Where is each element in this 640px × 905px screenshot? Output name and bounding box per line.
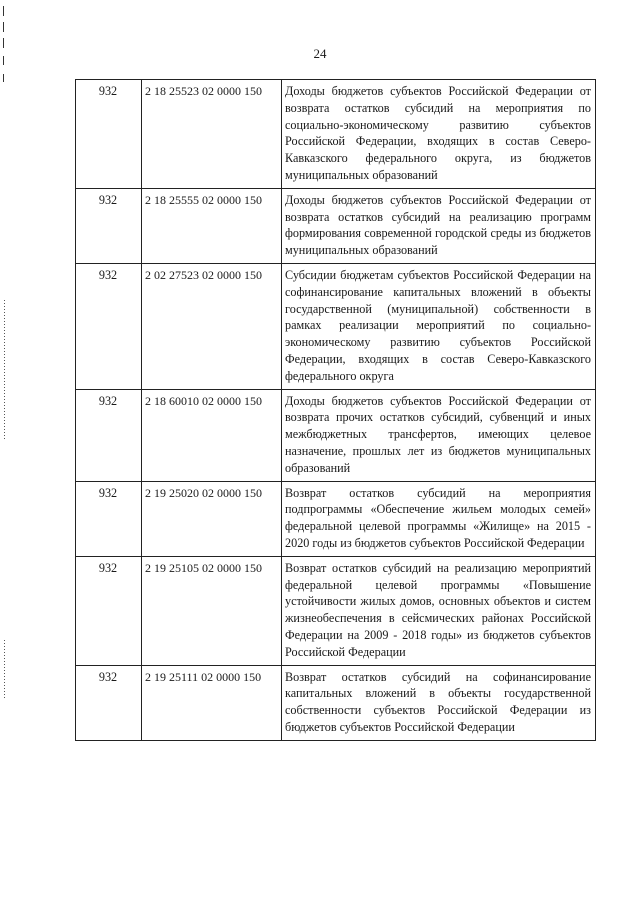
admin-code-cell: 932 <box>76 80 142 189</box>
margin-dots <box>4 640 5 700</box>
page-number: 24 <box>313 46 327 61</box>
table-row <box>76 481 596 556</box>
admin-code-cell: 932 <box>76 263 142 389</box>
admin-code-cell: 932 <box>76 665 142 740</box>
income-name-cell: Доходы бюджетов субъектов Российской Федерации от возврата остатков субсидий на реализацию программ формирования современной городской среды из бюджетов муниципальных образований <box>282 188 596 263</box>
income-name-cell: Возврат остатков субсидий на реализацию мероприятий федеральной целевой программы «Повышение устойчивости жилых домов, основных объектов и систем жизнеобеспечения в сейсмических районах Российской Федерации на 2009 - 2018 годы» из бюджетов субъектов Российской Федерации <box>282 556 596 665</box>
budget-code-cell: 2 18 25555 02 0000 150 <box>142 188 282 263</box>
table-row <box>76 665 596 740</box>
table-row <box>76 188 596 263</box>
budget-code-cell: 2 18 60010 02 0000 150 <box>142 389 282 481</box>
income-name-cell: Доходы бюджетов субъектов Российской Федерации от возврата прочих остатков субсидий, субвенций и иных межбюджетных трансфертов, имеющих целевое назначение, прошлых лет из бюджетов муниципальных образований <box>282 389 596 481</box>
table-row <box>76 556 596 665</box>
margin-scan-marks <box>3 0 7 905</box>
income-name-cell: Возврат остатков субсидий на софинансирование капитальных вложений в объекты государственной собственности субъектов Российской Федерации из бюджетов субъектов Российской Федерации <box>282 665 596 740</box>
table-row <box>76 389 596 481</box>
budget-codes-table <box>75 79 596 741</box>
table-row <box>76 263 596 389</box>
margin-mark <box>3 22 4 32</box>
budget-code-cell: 2 19 25020 02 0000 150 <box>142 481 282 556</box>
budget-code-cell: 2 02 27523 02 0000 150 <box>142 263 282 389</box>
table-row <box>76 80 596 189</box>
admin-code-cell: 932 <box>76 188 142 263</box>
margin-mark <box>3 6 4 16</box>
admin-code-cell: 932 <box>76 556 142 665</box>
admin-code-cell: 932 <box>76 481 142 556</box>
budget-code-cell: 2 18 25523 02 0000 150 <box>142 80 282 189</box>
budget-code-cell: 2 19 25111 02 0000 150 <box>142 665 282 740</box>
income-name-cell: Доходы бюджетов субъектов Российской Федерации от возврата остатков субсидий на мероприятия по социально-экономическому развитию субъектов Российской Федерации, входящих в состав Северо-Кавказского федерального округа, из бюджетов муниципальных образований <box>282 80 596 189</box>
income-name-cell: Субсидии бюджетам субъектов Российской Федерации на софинансирование капитальных вложений в объекты государственной (муниципальной) собственности в рамках реализации мероприятий по социально-экономическому развитию субъектов Российской Федерации, входящих в состав Северо-Кавказского федерального округа <box>282 263 596 389</box>
budget-code-cell: 2 19 25105 02 0000 150 <box>142 556 282 665</box>
income-name-cell: Возврат остатков субсидий на мероприятия подпрограммы «Обеспечение жильем молодых семей» федеральной целевой программы «Жилище» на 2015 - 2020 годы из бюджетов субъектов Российской Федерации <box>282 481 596 556</box>
margin-dots <box>4 300 5 440</box>
margin-mark <box>3 74 4 82</box>
admin-code-cell: 932 <box>76 389 142 481</box>
